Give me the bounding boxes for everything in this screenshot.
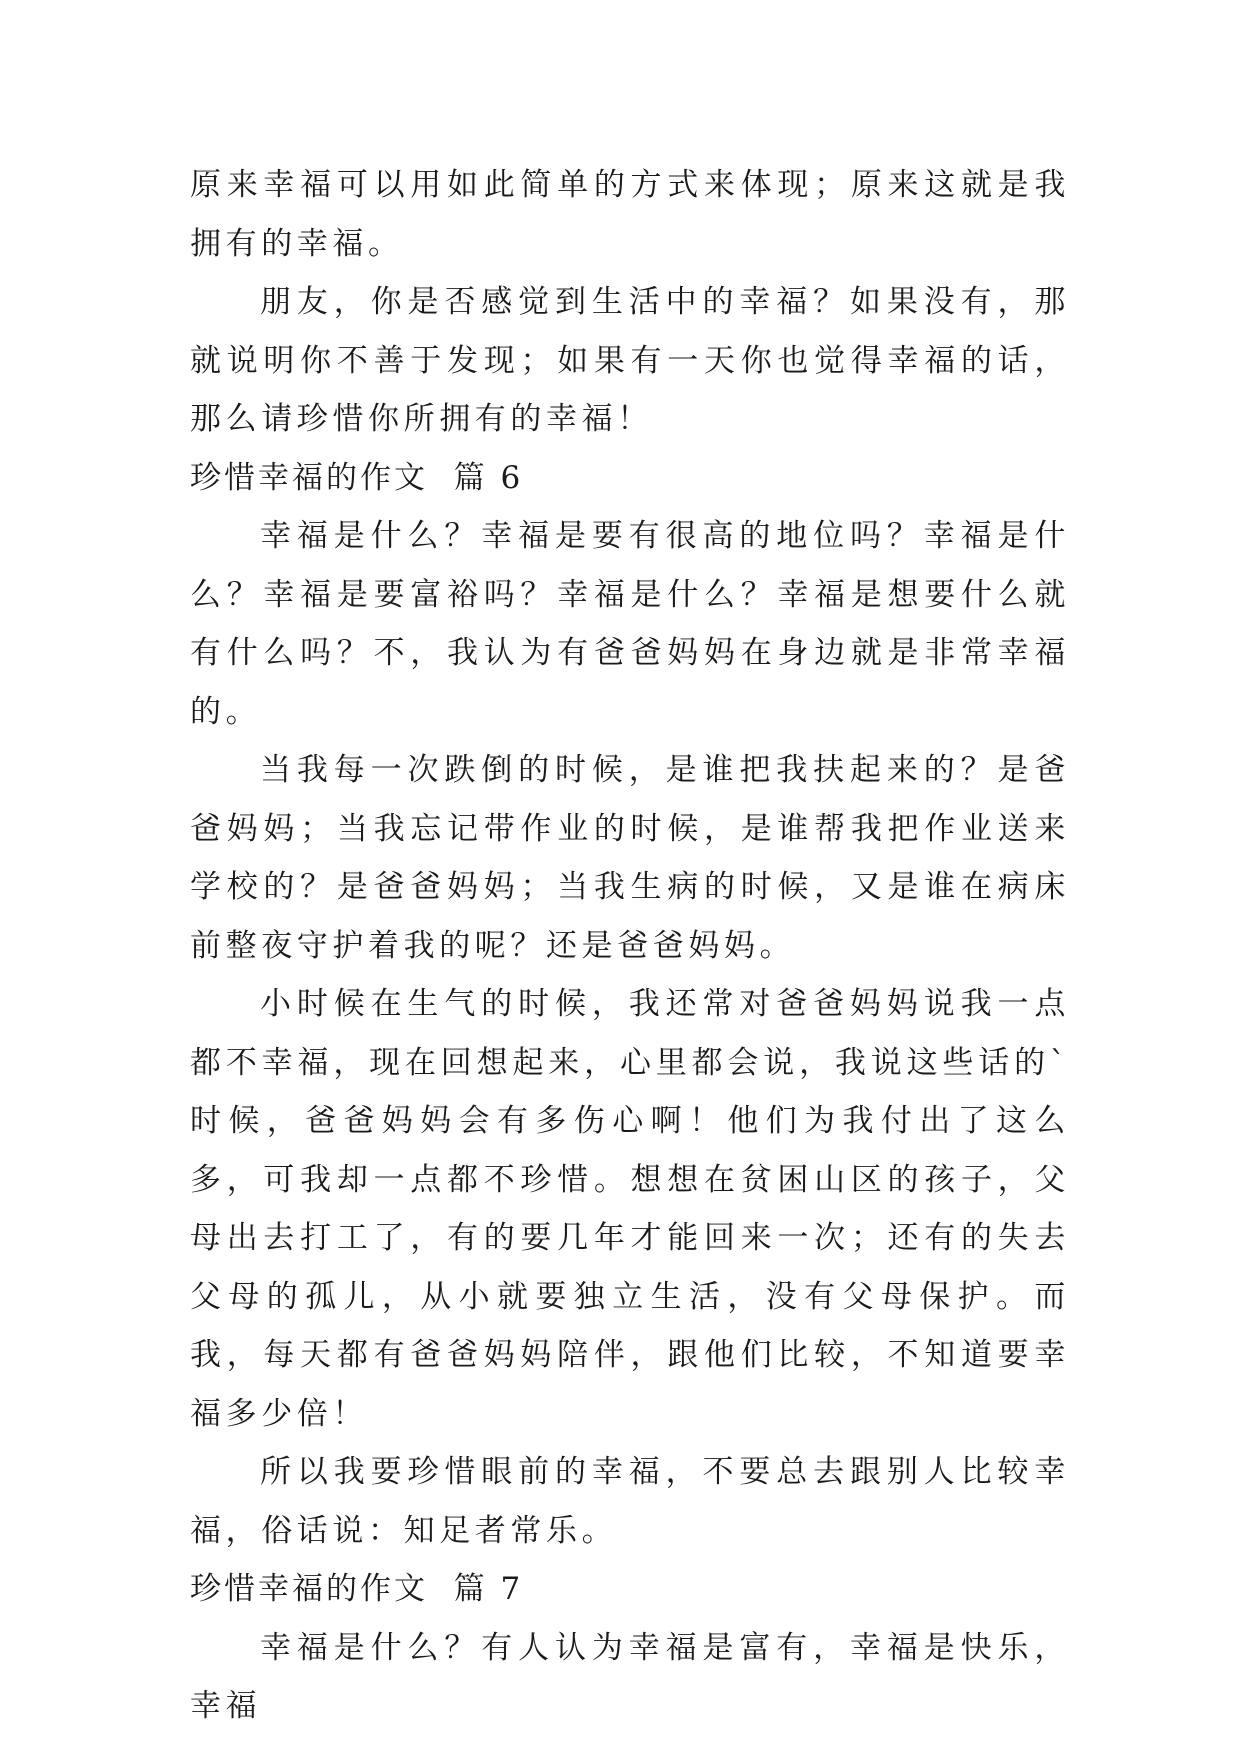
paragraph: 幸福是什么？幸福是要有很高的地位吗？幸福是什么？幸福是要富裕吗？幸福是什么？幸福是想要什么就有什么吗？不，我认为有爸爸妈妈在身边就是非常幸福的。 bbox=[190, 518, 1070, 730]
paragraph: 幸福是什么？有人认为幸福是富有，幸福是快乐，幸福 bbox=[190, 1629, 1070, 1724]
paragraph: 所以我要珍惜眼前的幸福，不要总去跟别人比较幸福，俗话说：知足者常乐。 bbox=[190, 1454, 1070, 1549]
paragraph: 原来幸福可以用如此简单的方式来体现；原来这就是我拥有的幸福。 bbox=[190, 167, 1070, 262]
document-page bbox=[190, 156, 1070, 1736]
section-heading: 珍惜幸福的作文 篇 6 bbox=[190, 459, 524, 496]
paragraph: 小时候在生气的时候，我还常对爸爸妈妈说我一点都不幸福，现在回想起来，心里都会说，我说这些话的`时候，爸爸妈妈会有多伤心啊！他们为我付出了这么多，可我却一点都不珍惜。想想在贫困山区的孩子，父母出去打工了，有的要几年才能回来一次；还有的失去父母的孤儿，从小就要独立生活，没有父母保护。而我，每天都有爸爸妈妈陪伴，跟他们比较，不知道要幸福多少倍！ bbox=[190, 986, 1070, 1432]
section-heading: 珍惜幸福的作文 篇 7 bbox=[190, 1571, 524, 1607]
paragraph: 朋友，你是否感觉到生活中的幸福？如果没有，那就说明你不善于发现；如果有一天你也觉得幸福的话，那么请珍惜你所拥有的幸福！ bbox=[190, 284, 1070, 437]
paragraph: 当我每一次跌倒的时候，是谁把我扶起来的？是爸爸妈妈；当我忘记带作业的时候，是谁帮我把作业送来学校的？是爸爸妈妈；当我生病的时候，又是谁在病床前整夜守护着我的呢？还是爸爸妈妈。 bbox=[190, 752, 1070, 964]
